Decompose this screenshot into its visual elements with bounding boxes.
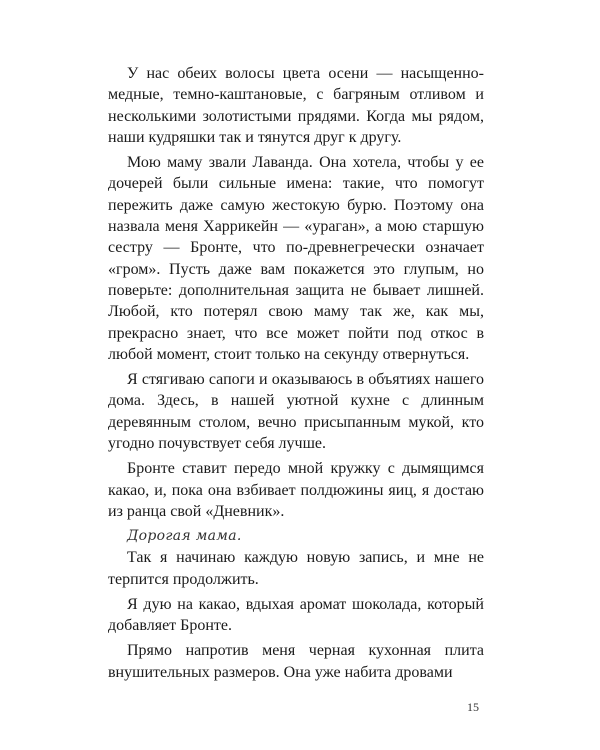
handwritten-greeting: Дорогая мама. — [127, 528, 242, 545]
paragraph-3: Я стягиваю сапоги и оказываюсь в объятиях нашего дома. Здесь, в нашей уютной кухне с длинным деревянным столом, вечно присыпанным мукой, кто угодно почувствует себя лучше. — [108, 371, 484, 453]
body-text — [108, 63, 484, 687]
paragraph-5: Так я начинаю каждую новую запись, и мне не терпится продолжить. — [108, 549, 484, 588]
paragraph-7: Прямо напротив меня черная кухонная плита внушительных размеров. Она уже набита дровами — [108, 642, 484, 681]
paragraph-4: Бронте ставит передо мной кружку с дымящимся какао, и, пока она взбивает полдюжины яиц, я достаю из ранца свой «Дневник». — [108, 460, 484, 520]
paragraph-2: Мою маму звали Лаванда. Она хотела, чтобы у ее дочерей были сильные имена: такие, что помогут пережить даже самую жестокую бурю. Поэтому она назвала меня Харрикейн — «ураган», а мою старшую сестру — Бронте, что по-древнегречески означает «гром». Пусть даже вам покажется это глупым, но поверьте: дополнительная защита не бывает лишней. Любой, кто потерял свою маму так же, как мы, прекрасно знает, что все может пойти под откос в любой момент, стоит только на секунду отвернуться. — [108, 154, 484, 363]
paragraph-6: Я дую на какао, вдыхая аромат шоколада, который добавляет Бронте. — [108, 595, 484, 635]
paragraph-1: У нас обеих волосы цвета осени — насыщенно-медные, темно-каштановые, с багряным отливом и несколькими золотистыми прядями. Когда мы рядом, наши кудряшки так и тянутся друг к другу. — [108, 65, 484, 146]
page-number: 15 — [467, 700, 479, 714]
